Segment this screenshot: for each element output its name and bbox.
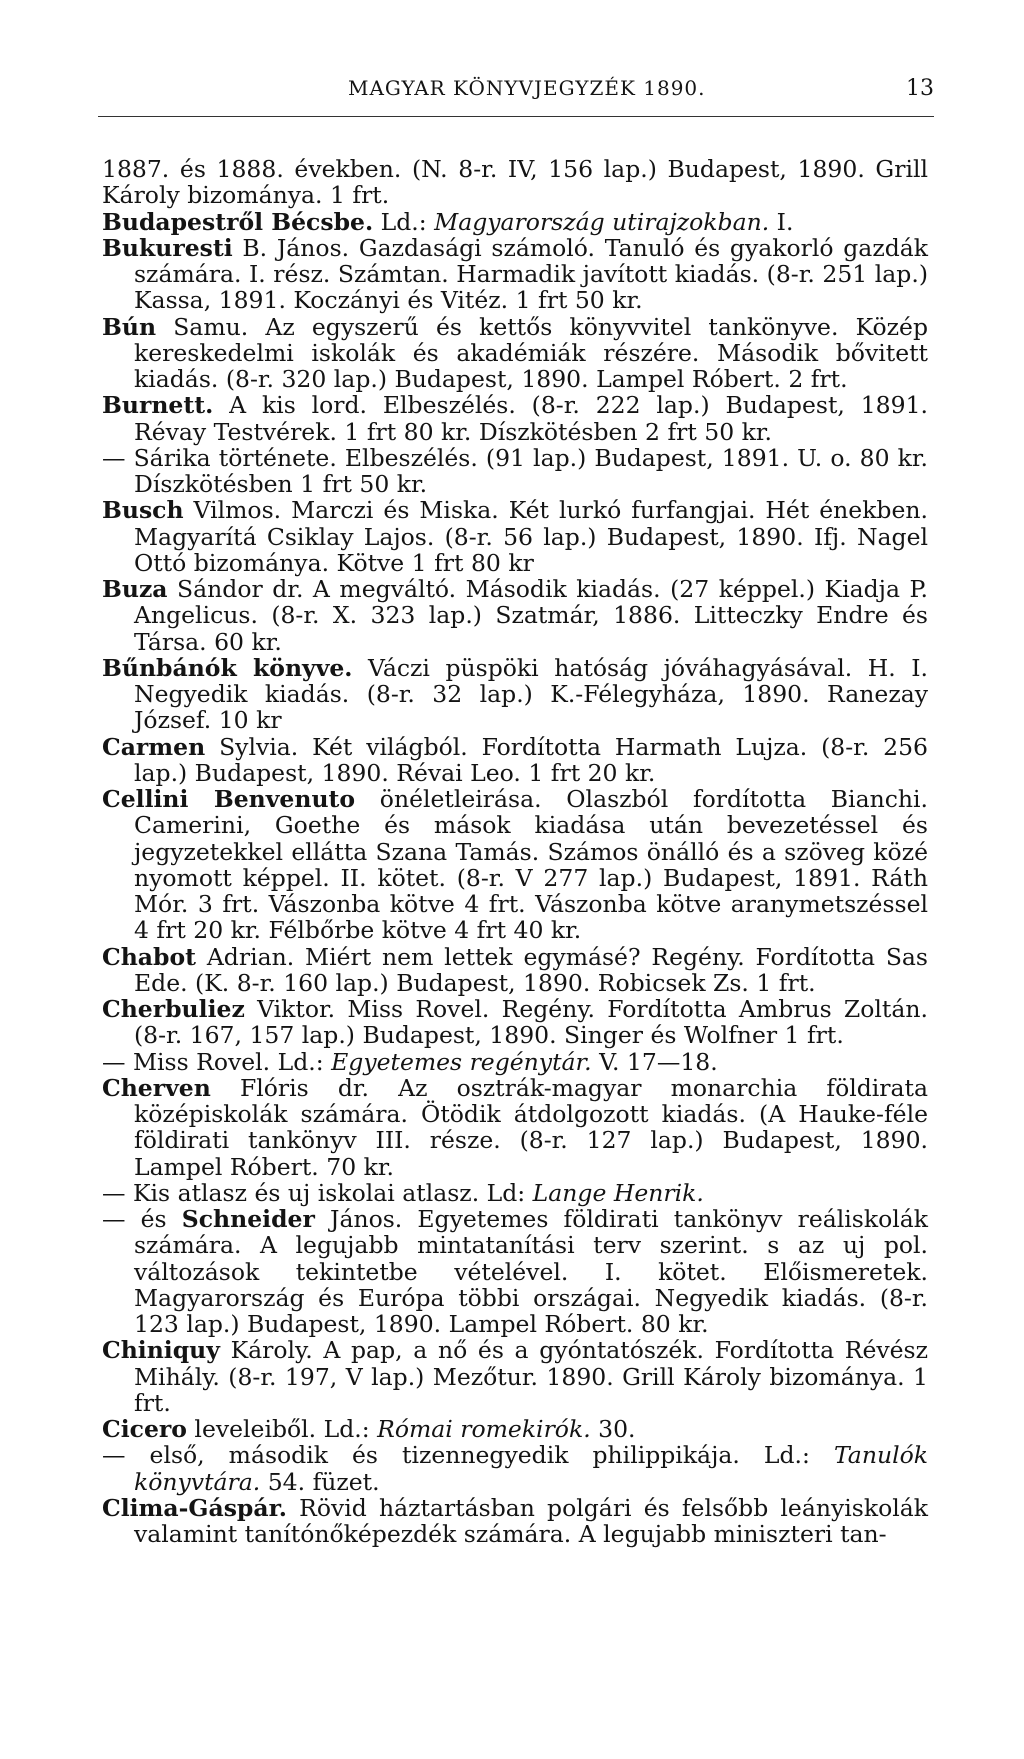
catalog-entry: — és Schneider János. Egyetemes földirati tankönyv reáliskolák számára. A legujabb mintatanítási terv szerint. s az uj pol. változások tekintetbe vételével. I. kötet. Előismeretek. Magyarország és Európa többi országai. Negyedik kiadás. (8-r. 123 lap.) Budapest, 1890. Lampel Róbert. 80 kr. bbox=[102, 1205, 928, 1338]
running-head-title: MAGYAR KÖNYVJEGYZÉK 1890. bbox=[348, 76, 706, 100]
entry-headword: Chabot bbox=[102, 942, 196, 971]
entry-headword: Schneider bbox=[181, 1205, 315, 1233]
catalog-entry: Bún Samu. Az egyszerű és kettős könyvvitel tankönyve. Közép kereskedelmi iskolák és akadémiák részére. Második bővitett kiadás. (8-r. 320 lap.) Budapest, 1890. Lampel Róbert. 2 frt. bbox=[102, 312, 928, 393]
catalog-entry: Busch Vilmos. Marczi és Miska. Két lurkó furfangjai. Hét énekben. Magyarítá Csiklay Lajos. (8-r. 56 lap.) Budapest, 1890. Ifj. Nagel Ottó bizománya. Kötve 1 frt 80 kr bbox=[102, 496, 928, 577]
catalog-entry: Cherbuliez Viktor. Miss Rovel. Regény. Fordította Ambrus Zoltán. (8-r. 167, 157 lap.) Budapest, 1890. Singer és Wolfner 1 frt. bbox=[102, 995, 928, 1050]
entry-headword: Budapestről Bécsbe. bbox=[102, 207, 374, 236]
entry-headword: Cellini Benvenuto bbox=[102, 785, 356, 813]
catalog-entry: — Miss Rovel. Ld.: Egyetemes regénytár. V. 17—18. bbox=[102, 1047, 718, 1076]
entry-headword: Cicero bbox=[102, 1415, 187, 1443]
header-rule bbox=[98, 116, 934, 117]
entry-headword: Buza bbox=[102, 575, 168, 603]
page-number: 13 bbox=[906, 76, 934, 101]
catalog-entry: — első, második és tizennegyedik philippikája. Ld.: Tanulók könyvtára. 54. füzet. bbox=[102, 1441, 928, 1496]
catalog-entry: Carmen Sylvia. Két világból. Fordította Harmath Lujza. (8-r. 256 lap.) Budapest, 1890. Révai Leo. 1 frt 20 kr. bbox=[102, 732, 928, 787]
entry-headword: Burnett. bbox=[102, 391, 214, 420]
catalog-entry: Clima-Gáspár. Rövid háztartásban polgári és felsőbb leányiskolák valamint tanítónőképezdék számára. A legujabb miniszteri tan- bbox=[102, 1493, 928, 1548]
catalog-entry: — Kis atlasz és uj iskolai atlasz. Ld: Lange Henrik. bbox=[102, 1178, 704, 1207]
catalog-entry: Cherven Flóris dr. Az osztrák-magyar monarchia földirata középiskolák számára. Ötödik átdolgozott kiadás. (A Hauke-féle földirati tankönyv III. része. (8-r. 127 lap.) Budapest, 1890. Lampel Róbert. 70 kr. bbox=[102, 1073, 928, 1181]
entry-headword: Clima-Gáspár. bbox=[102, 1493, 287, 1522]
catalog-entry: Budapestről Bécsbe. Ld.: Magyarország utirajzokban. I. bbox=[102, 207, 794, 236]
catalog-entry: Burnett. A kis lord. Elbeszélés. (8-r. 222 lap.) Budapest, 1891. Révay Testvérek. 1 frt 80 kr. Díszkötésben 2 frt 50 kr. bbox=[102, 391, 928, 446]
catalog-entry: — Sárika története. Elbeszélés. (91 lap.) Budapest, 1891. U. o. 80 kr. Díszkötésben 1 frt 50 kr. bbox=[102, 443, 928, 498]
catalog-entry: 1887. és 1888. években. (N. 8-r. IV, 156 lap.) Budapest, 1890. Grill Károly bizománya. 1 frt. bbox=[102, 155, 928, 210]
catalog-entry: Buza Sándor dr. A megváltó. Második kiadás. (27 képpel.) Kiadja P. Angelicus. (8-r. X. 323 lap.) Szatmár, 1886. Litteczky Endre és Társa. 60 kr. bbox=[102, 575, 928, 656]
entry-headword: Cherven bbox=[102, 1073, 211, 1102]
catalog-entry: Bukuresti B. János. Gazdasági számoló. Tanuló és gyakorló gazdák számára. I. rész. Számtan. Harmadik javított kiadás. (8-r. 251 lap.) Kassa, 1891. Koczányi és Vitéz. 1 frt 50 kr. bbox=[102, 233, 928, 315]
entry-headword: Busch bbox=[102, 496, 184, 525]
entry-headword: Bún bbox=[102, 312, 157, 341]
catalog-entry: Cellini Benvenuto önéletleirása. Olaszból fordította Bianchi. Camerini, Goethe és mások kiadása után bevezetéssel és jegyzetekkel ellátta Szana Tamás. Számos önálló és a szöveg közé nyomott képpel. II. kötet. (8-r. V 277 lap.) Budapest, 1891. Ráth Mór. 3 frt. Vászonba kötve 4 frt. Vászonba kötve aranymetszéssel 4 frt 20 kr. Félbőrbe kötve 4 frt 40 kr. bbox=[102, 785, 928, 945]
catalog-entry: Bűnbánók könyve. Váczi püspöki hatóság jóváhagyásával. H. I. Negyedik kiadás. (8-r. 32 lap.) K.-Félegyháza, 1890. Ranezay József. 10 kr bbox=[102, 653, 929, 735]
catalog-entry: Chiniquy Károly. A pap, a nő és a gyóntatószék. Fordította Révész Mihály. (8-r. 197, V lap.) Mezőtur. 1890. Grill Károly bizománya. 1 frt. bbox=[102, 1336, 928, 1417]
entry-headword: Cherbuliez bbox=[102, 995, 245, 1023]
entry-headword: Carmen bbox=[102, 732, 206, 761]
entry-headword: Bukuresti bbox=[102, 233, 233, 262]
catalog-entry: Chabot Adrian. Miért nem lettek egymásé? Regény. Fordította Sas Ede. (K. 8-r. 160 lap.) Budapest, 1890. Robicsek Zs. 1 frt. bbox=[102, 942, 928, 997]
entry-list bbox=[102, 156, 928, 1547]
entry-headword: Bűnbánók könyve. bbox=[102, 653, 353, 682]
catalog-entry: Cicero leveleiből. Ld.: Római romekirók. 30. bbox=[102, 1415, 636, 1443]
running-head bbox=[98, 64, 934, 101]
entry-headword: Chiniquy bbox=[102, 1336, 220, 1365]
